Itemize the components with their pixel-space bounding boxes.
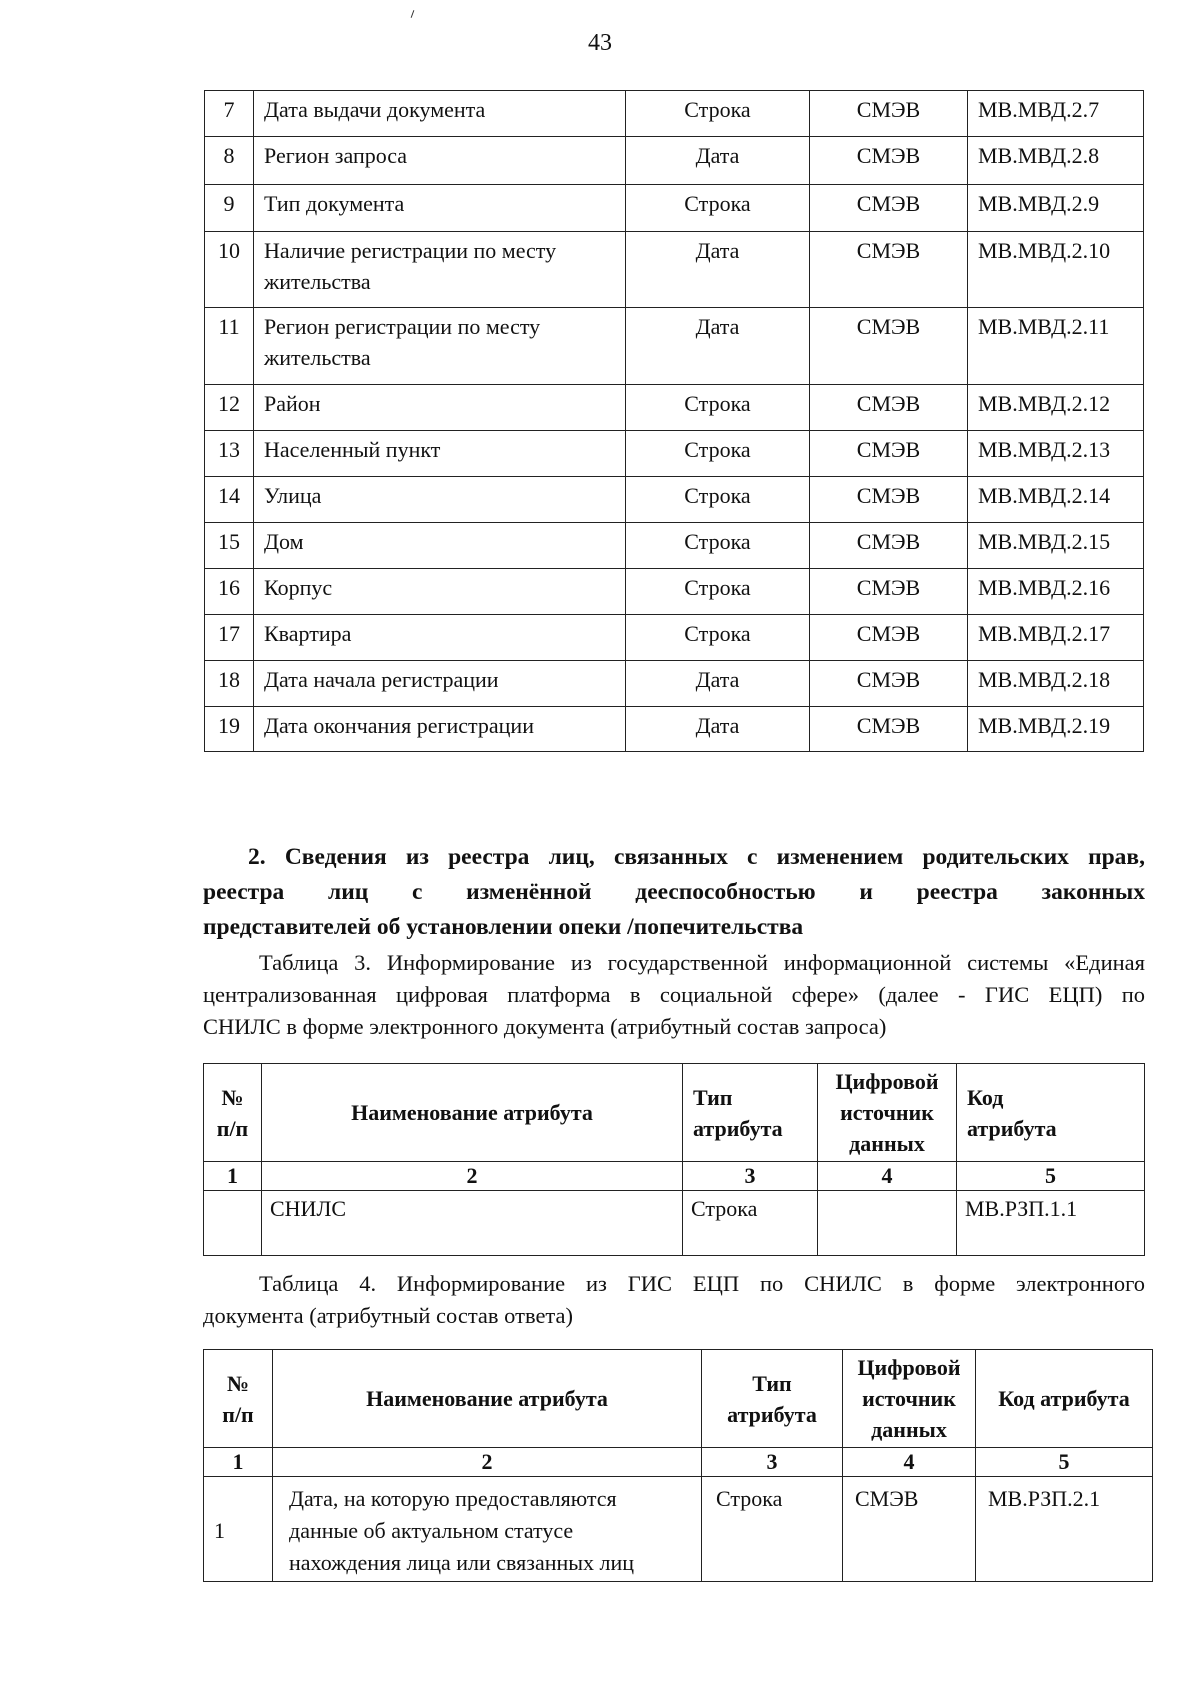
header-name: Наименование атрибута	[262, 1064, 683, 1162]
page-number: 43	[588, 30, 612, 56]
table-row	[205, 569, 1144, 615]
cell-name-line: Тип документа	[264, 191, 405, 216]
cell-name	[254, 431, 626, 477]
column-index: 2	[262, 1162, 683, 1191]
cell-name	[254, 385, 626, 431]
cell-name-line: Дата начала регистрации	[264, 667, 499, 692]
cell-code: МВ.РЗП.1.1	[957, 1191, 1145, 1256]
cell-source: СМЭВ	[810, 308, 968, 385]
cell-name-line: жительства	[264, 345, 371, 370]
column-index: 3	[702, 1448, 843, 1477]
cell-type: Строка	[626, 615, 810, 661]
cell-name-line: Дата, на которую предоставляются	[289, 1486, 617, 1511]
cell-num: 13	[205, 431, 254, 477]
header-num: № п/п	[204, 1350, 273, 1448]
cell-name-line: Дата выдачи документа	[264, 97, 486, 122]
table-row	[205, 91, 1144, 137]
cell-num: 14	[205, 477, 254, 523]
cell-name	[273, 1477, 702, 1582]
cell-source: СМЭВ	[810, 523, 968, 569]
cell-source: СМЭВ	[810, 661, 968, 707]
cell-name	[254, 615, 626, 661]
cell-name	[254, 185, 626, 232]
cell-name	[254, 569, 626, 615]
table-row	[205, 431, 1144, 477]
cell-source: СМЭВ	[810, 185, 968, 232]
caption-line: СНИЛС в форме электронного документа (атрибутный состав запроса)	[203, 1014, 887, 1039]
cell-type: Строка	[683, 1191, 818, 1256]
cell-type: Дата	[626, 137, 810, 185]
cell-code: МВ.МВД.2.11	[968, 308, 1144, 385]
cell-code: МВ.МВД.2.9	[968, 185, 1144, 232]
table-row	[205, 385, 1144, 431]
table-header-row	[204, 1064, 1145, 1162]
cell-num: 16	[205, 569, 254, 615]
cell-type: Строка	[626, 523, 810, 569]
cell-name-line: нахождения лица или связанных лиц	[289, 1550, 635, 1575]
column-index: 5	[976, 1448, 1153, 1477]
cell-name	[254, 707, 626, 752]
caption-line: документа (атрибутный состав ответа)	[203, 1303, 574, 1328]
cell-num: 12	[205, 385, 254, 431]
cell-code: МВ.МВД.2.10	[968, 232, 1144, 308]
cell-num: 19	[205, 707, 254, 752]
cell-num: 9	[205, 185, 254, 232]
cell-num: 7	[205, 91, 254, 137]
cell-name-line: Дата окончания регистрации	[264, 713, 534, 738]
table-header-row	[204, 1350, 1153, 1448]
cell-code: МВ.МВД.2.13	[968, 431, 1144, 477]
cell-type: Строка	[626, 385, 810, 431]
column-index: 2	[273, 1448, 702, 1477]
table-row	[205, 523, 1144, 569]
cell-source: СМЭВ	[810, 615, 968, 661]
cell-type: Дата	[626, 661, 810, 707]
cell-num: 11	[205, 308, 254, 385]
header-name: Наименование атрибута	[273, 1350, 702, 1448]
cell-source	[818, 1191, 957, 1256]
cell-code: МВ.МВД.2.7	[968, 91, 1144, 137]
cell-name	[254, 232, 626, 308]
cell-num: 15	[205, 523, 254, 569]
cell-name	[254, 308, 626, 385]
table-4-caption	[203, 1268, 1145, 1332]
section-heading-line: реестра лиц с изменённой дееспособностью и реестра законных	[203, 879, 1145, 905]
cell-code: МВ.МВД.2.16	[968, 569, 1144, 615]
cell-type: Строка	[626, 185, 810, 232]
cell-type: Дата	[626, 308, 810, 385]
cell-type: Строка	[626, 91, 810, 137]
cell-name-line: данные об актуальном статусе	[289, 1518, 574, 1543]
header-code: Код атрибута	[957, 1064, 1145, 1162]
cell-num: 8	[205, 137, 254, 185]
cell-source: СМЭВ	[810, 91, 968, 137]
cell-name-line: Корпус	[264, 575, 333, 600]
cell-code: МВ.МВД.2.14	[968, 477, 1144, 523]
table-3	[203, 1063, 1145, 1256]
cell-name-line: Регион запроса	[264, 143, 408, 168]
cell-num: 1	[204, 1477, 273, 1582]
cell-source: СМЭВ	[810, 477, 968, 523]
column-index: 5	[957, 1162, 1145, 1191]
table-row	[205, 185, 1144, 232]
caption-line: централизованная цифровая платформа в социальной сфере» (далее - ГИС ЕЦП) по	[203, 982, 1145, 1007]
cell-source: СМЭВ	[843, 1477, 976, 1582]
table-row	[205, 232, 1144, 308]
scan-mark	[411, 10, 415, 18]
cell-name-line: Квартира	[264, 621, 352, 646]
cell-name-line: Район	[264, 391, 321, 416]
cell-name	[254, 661, 626, 707]
cell-type: Дата	[626, 707, 810, 752]
header-type: Тип атрибута	[702, 1350, 843, 1448]
column-index: 4	[818, 1162, 957, 1191]
cell-num	[204, 1191, 262, 1256]
header-num: № п/п	[204, 1064, 262, 1162]
cell-name-line: Регион регистрации по месту	[264, 314, 541, 339]
cell-name	[254, 91, 626, 137]
cell-type: Дата	[626, 232, 810, 308]
cell-code: МВ.МВД.2.15	[968, 523, 1144, 569]
cell-code: МВ.МВД.2.8	[968, 137, 1144, 185]
cell-name: СНИЛС	[262, 1191, 683, 1256]
cell-name-line: Наличие регистрации по месту	[264, 238, 557, 263]
cell-name-line: Улица	[264, 483, 322, 508]
header-source: Цифровой источник данных	[843, 1350, 976, 1448]
header-type: Тип атрибута	[683, 1064, 818, 1162]
section-heading-line: 2. Сведения из реестра лиц, связанных с изменением родительских прав,	[248, 844, 1145, 870]
cell-source: СМЭВ	[810, 569, 968, 615]
table-row	[205, 661, 1144, 707]
table-row	[205, 615, 1144, 661]
cell-type: Строка	[626, 477, 810, 523]
cell-name	[254, 523, 626, 569]
caption-line: Таблица 4. Информирование из ГИС ЕЦП по СНИЛС в форме электронного	[259, 1271, 1145, 1296]
header-source: Цифровой источник данных	[818, 1064, 957, 1162]
caption-line: Таблица 3. Информирование из государственной информационной системы «Единая	[259, 950, 1145, 975]
cell-source: СМЭВ	[810, 707, 968, 752]
cell-type: Строка	[626, 431, 810, 477]
cell-code: МВ.МВД.2.12	[968, 385, 1144, 431]
table-4	[203, 1349, 1153, 1582]
section-heading-line: представителей об установлении опеки /попечительства	[203, 914, 804, 940]
cell-num: 17	[205, 615, 254, 661]
cell-code: МВ.МВД.2.18	[968, 661, 1144, 707]
table-row	[205, 308, 1144, 385]
cell-source: СМЭВ	[810, 431, 968, 477]
column-index-row	[204, 1162, 1145, 1191]
cell-code: МВ.РЗП.2.1	[976, 1477, 1153, 1582]
cell-source: СМЭВ	[810, 232, 968, 308]
table-row	[205, 477, 1144, 523]
cell-code: МВ.МВД.2.17	[968, 615, 1144, 661]
cell-source: СМЭВ	[810, 137, 968, 185]
cell-name-line: Населенный пункт	[264, 437, 441, 462]
table-row	[205, 707, 1144, 752]
cell-name-line: Дом	[264, 529, 304, 554]
header-code: Код атрибута	[976, 1350, 1153, 1448]
table-row	[204, 1191, 1145, 1256]
table-3-caption	[203, 947, 1145, 1043]
column-index: 3	[683, 1162, 818, 1191]
section-heading	[203, 840, 1145, 945]
cell-type: Строка	[626, 569, 810, 615]
cell-num: 10	[205, 232, 254, 308]
column-index-row	[204, 1448, 1153, 1477]
cell-code: МВ.МВД.2.19	[968, 707, 1144, 752]
column-index: 4	[843, 1448, 976, 1477]
cell-name	[254, 137, 626, 185]
table-row	[204, 1477, 1153, 1582]
cell-num: 18	[205, 661, 254, 707]
attribute-table-continued	[204, 90, 1144, 752]
cell-name	[254, 477, 626, 523]
cell-name-line: жительства	[264, 269, 371, 294]
table-row	[205, 137, 1144, 185]
cell-source: СМЭВ	[810, 385, 968, 431]
cell-type: Строка	[702, 1477, 843, 1582]
column-index: 1	[204, 1162, 262, 1191]
column-index: 1	[204, 1448, 273, 1477]
